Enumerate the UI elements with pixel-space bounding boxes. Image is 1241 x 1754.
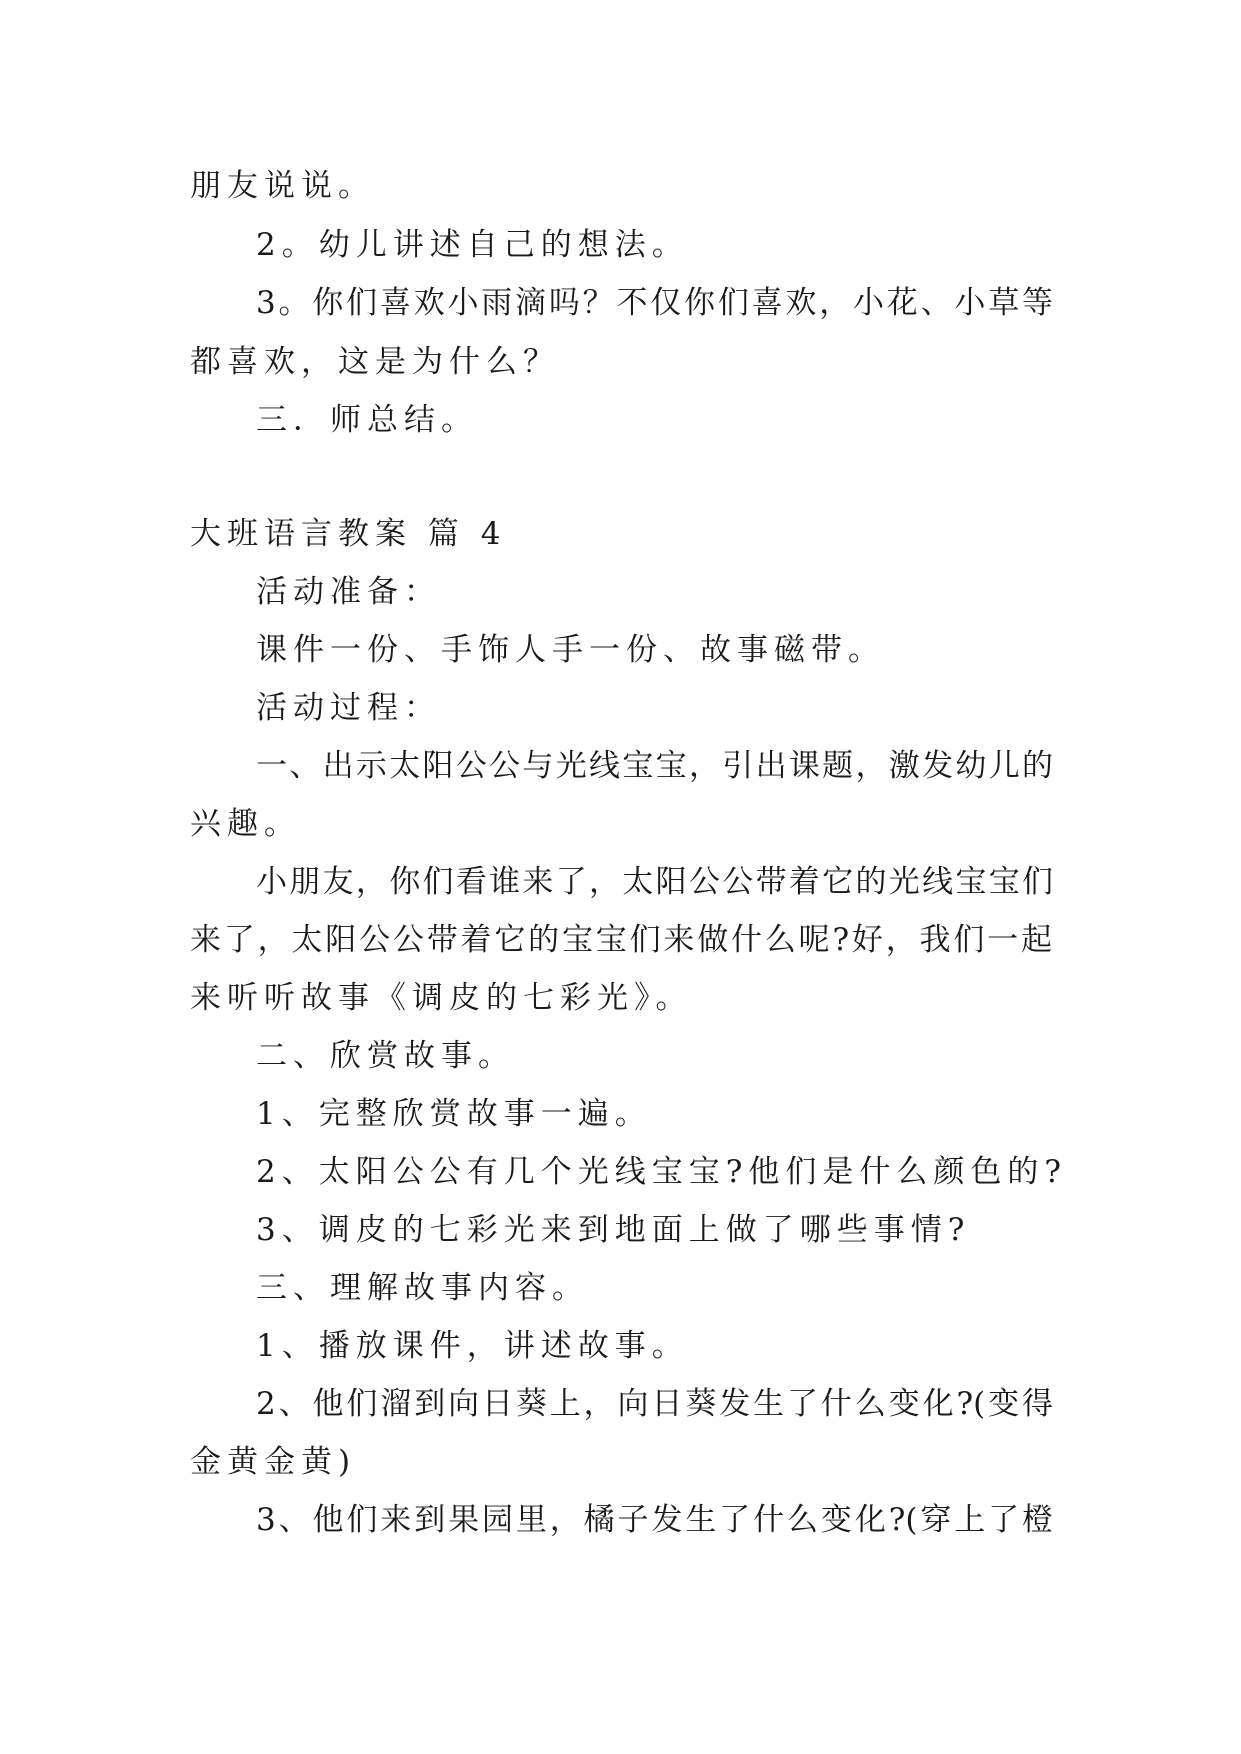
paragraph-line: 都喜欢，这是为什么？ bbox=[190, 344, 560, 380]
paragraph-line: 1、播放课件，讲述故事。 bbox=[256, 1328, 689, 1364]
paragraph-line: 三、理解故事内容。 bbox=[256, 1270, 589, 1306]
paragraph-line: 3。你们喜欢小雨滴吗？不仅你们喜欢，小花、小草等 bbox=[256, 285, 1053, 321]
paragraph-line: 1、完整欣赏故事一遍。 bbox=[256, 1096, 652, 1132]
paragraph-line: 2。幼儿讲述自己的想法。 bbox=[256, 227, 689, 263]
paragraph-line: 三．师总结。 bbox=[256, 402, 478, 438]
paragraph-line: 来听听故事《调皮的七彩光》。 bbox=[190, 980, 693, 1016]
paragraph-line: 兴趣。 bbox=[190, 806, 301, 842]
paragraph-line: 活动过程： bbox=[256, 690, 441, 726]
paragraph-line: 活动准备： bbox=[256, 574, 441, 610]
paragraph-line: 3、调皮的七彩光来到地面上做了哪些事情? bbox=[256, 1212, 971, 1248]
paragraph-line: 小朋友，你们看谁来了，太阳公公带着它的光线宝宝们 bbox=[256, 864, 1053, 900]
paragraph-line: 朋友说说。 bbox=[190, 168, 375, 204]
paragraph-line: 3、他们来到果园里，橘子发生了什么变化?(穿上了橙 bbox=[256, 1502, 1053, 1538]
paragraph-line: 一、出示太阳公公与光线宝宝，引出课题，激发幼儿的 bbox=[256, 748, 1053, 784]
paragraph-line: 二、欣赏故事。 bbox=[256, 1038, 515, 1074]
paragraph-line: 2、他们溜到向日葵上，向日葵发生了什么变化?(变得 bbox=[256, 1386, 1053, 1422]
paragraph-line: 金黄金黄) bbox=[190, 1444, 357, 1480]
paragraph-line: 2、太阳公公有几个光线宝宝?他们是什么颜色的? bbox=[256, 1154, 1067, 1190]
section-heading: 大班语言教案 篇 4 bbox=[190, 516, 507, 552]
paragraph-line: 课件一份、手饰人手一份、故事磁带。 bbox=[256, 632, 885, 668]
paragraph-line: 来了，太阳公公带着它的宝宝们来做什么呢?好，我们一起 bbox=[190, 922, 1052, 958]
